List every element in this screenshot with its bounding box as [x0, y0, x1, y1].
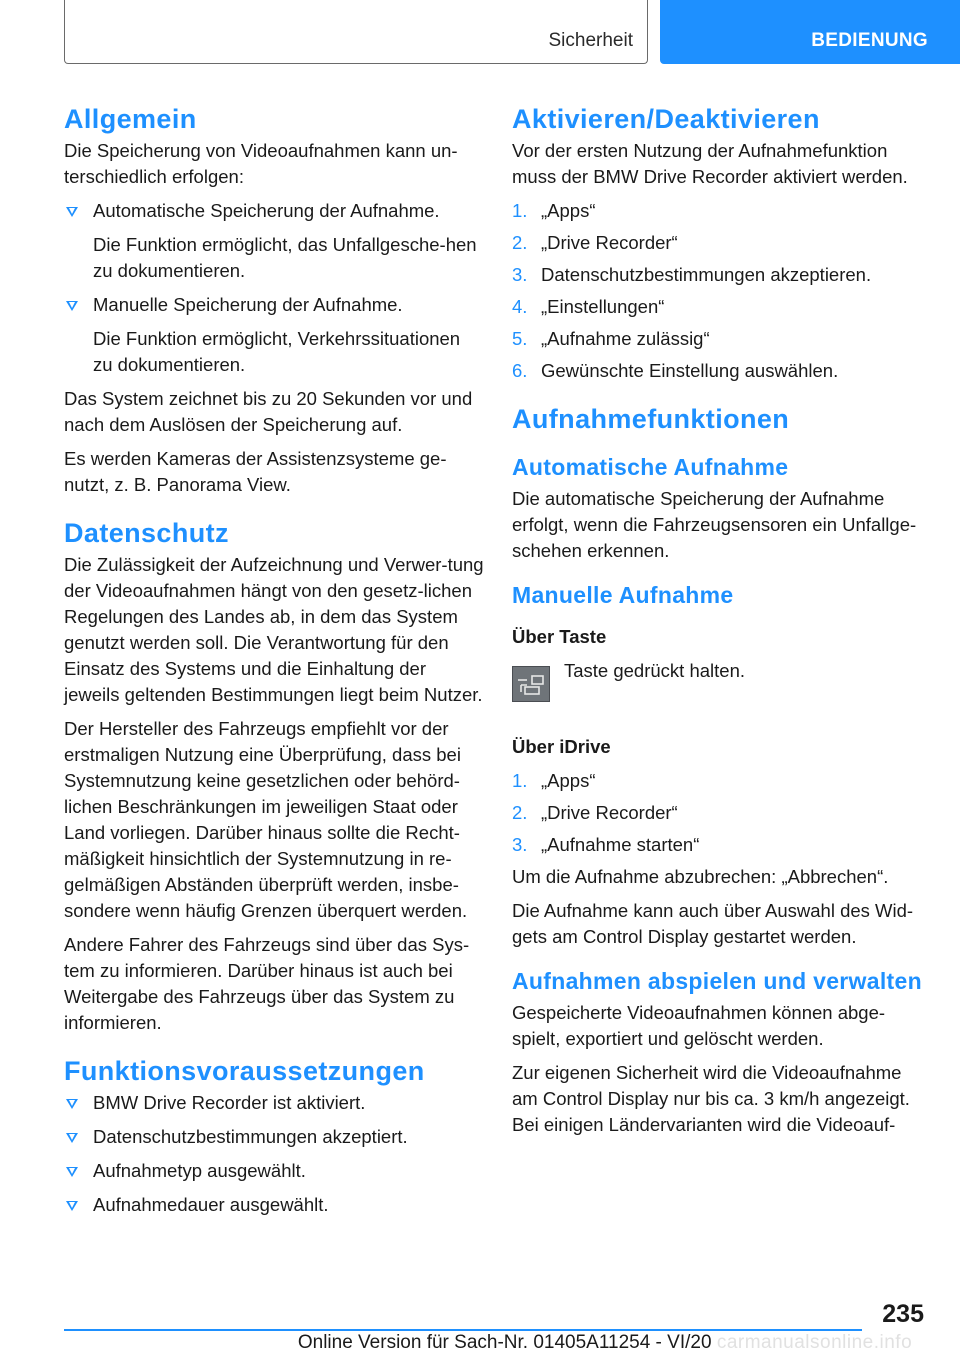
triangle-bullet-icon — [66, 207, 78, 217]
abspielen-paragraph-1: Gespeicherte Videoaufnahmen können abge-spielt, exportiert und gelöscht werden. — [512, 1002, 886, 1049]
list-item — [64, 198, 484, 284]
step-item — [512, 768, 932, 794]
allgemein-paragraph-2: Es werden Kameras der Assistenzsysteme ge-nutzt, z. B. Panorama View. — [64, 448, 447, 495]
heading-datenschutz: Datenschutz — [64, 518, 229, 548]
step-text: Gewünschte Einstellung auswählen. — [541, 360, 839, 381]
idrive-steps — [512, 768, 932, 858]
step-number: 2. — [512, 232, 528, 253]
heading-automatische-aufnahme: Automatische Aufnahme — [512, 454, 789, 480]
heading-allgemein: Allgemein — [64, 104, 197, 134]
triangle-bullet-icon — [66, 1167, 78, 1177]
step-text: „Drive Recorder“ — [541, 802, 678, 823]
header-chapter-label: BEDIENUNG — [811, 30, 928, 51]
step-number: 3. — [512, 834, 528, 855]
taste-text: Taste gedrückt halten. — [564, 660, 745, 681]
cancel-text: Um die Aufnahme abzubrechen: „Abbrechen“. — [512, 866, 889, 887]
page-number: 235 — [882, 1300, 924, 1328]
step-number: 3. — [512, 264, 528, 285]
step-text: „Einstellungen“ — [541, 296, 665, 317]
heading-aufnahmefunktionen: Aufnahmefunktionen — [512, 404, 790, 434]
header-section-label: Sicherheit — [548, 30, 633, 51]
heading-funktionsvoraussetzungen: Funktionsvoraussetzungen — [64, 1056, 425, 1086]
heading-aufnahmen-abspielen: Aufnahmen abspielen und verwalten — [512, 968, 922, 994]
step-number: 6. — [512, 360, 528, 381]
triangle-bullet-icon — [66, 1201, 78, 1211]
step-item — [512, 358, 932, 384]
header-chapter-tab — [660, 0, 960, 64]
allgemein-paragraph-1: Das System zeichnet bis zu 20 Sekunden vor und nach dem Auslösen der Speicherung auf. — [64, 388, 473, 435]
step-item — [512, 198, 932, 224]
header-section-box — [64, 0, 648, 64]
list-item-text: BMW Drive Recorder ist aktiviert. — [93, 1092, 366, 1113]
footer — [0, 1332, 960, 1354]
datenschutz-paragraph-1: Die Zulässigkeit der Aufzeichnung und Verwer-tung der Videoaufnahmen hängt von den gesetz-lichen Regelungen des Landes ab, in dem das System genutzt werden soll. Die Verantwortung für den Einsatz des Systems und die Einhaltung der jeweils geltenden Bestimmungen liegt beim Nutzer. — [64, 554, 484, 705]
list-item — [64, 1158, 484, 1184]
footer-divider — [64, 1329, 862, 1331]
list-item-subtext: Die Funktion ermöglicht, das Unfallgesche-hen zu dokumentieren. — [93, 234, 477, 281]
allgemein-list — [64, 198, 484, 378]
datenschutz-paragraph-2: Der Hersteller des Fahrzeugs empfiehlt vor der erstmaligen Nutzung eine Überprüfung, dass bei Systemnutzung keine gesetzlichen oder behörd-lichen Beschränkungen im jeweiligen Staat oder Land vorliegen. Darüber hinaus sollte die Recht-mäßigkeit hinsichtlich der Systemnutzung in re-gelmäßigen Abständen überprüft werden, insbe-sondere wenn häufig Grenzen überquert werden. — [64, 718, 468, 921]
heading-ueber-taste: Über Taste — [512, 626, 607, 647]
step-text: „Apps“ — [541, 200, 596, 221]
list-item-text: Manuelle Speicherung der Aufnahme. — [93, 294, 403, 315]
heading-ueber-idrive: Über iDrive — [512, 736, 611, 757]
step-item — [512, 800, 932, 826]
allgemein-intro: Die Speicherung von Videoaufnahmen kann un-terschiedlich erfolgen: — [64, 140, 458, 187]
step-item — [512, 832, 932, 858]
taste-row — [512, 658, 932, 724]
automatische-aufnahme-text: Die automatische Speicherung der Aufnahme erfolgt, wenn die Fahrzeugsensoren ein Unfallge-schehen erkennen. — [512, 488, 917, 561]
list-item-text: Automatische Speicherung der Aufnahme. — [93, 200, 440, 221]
aktivieren-intro: Vor der ersten Nutzung der Aufnahmefunktion muss der BMW Drive Recorder aktiviert werden. — [512, 140, 908, 187]
step-text: „Aufnahme zulässig“ — [541, 328, 710, 349]
footer-online-version: Online Version für Sach-Nr. 01405A11254 - VI/20 — [297, 1332, 712, 1353]
step-text: „Drive Recorder“ — [541, 232, 678, 253]
step-item — [512, 326, 932, 352]
triangle-bullet-icon — [66, 1133, 78, 1143]
step-number: 1. — [512, 200, 528, 221]
triangle-bullet-icon — [66, 301, 78, 311]
left-column — [64, 102, 484, 1226]
heading-manuelle-aufnahme: Manuelle Aufnahme — [512, 582, 734, 608]
step-item — [512, 262, 932, 288]
list-item — [64, 292, 484, 378]
step-text: „Aufnahme starten“ — [541, 834, 700, 855]
step-number: 2. — [512, 802, 528, 823]
record-button-icon — [512, 666, 550, 702]
list-item-text: Datenschutzbestimmungen akzeptiert. — [93, 1126, 408, 1147]
list-item — [64, 1124, 484, 1150]
list-item-text: Aufnahmetyp ausgewählt. — [93, 1160, 306, 1181]
step-text: „Apps“ — [541, 770, 596, 791]
datenschutz-paragraph-3: Andere Fahrer des Fahrzeugs sind über das Sys-tem zu informieren. Darüber hinaus ist auch bei Weitergabe des Fahrzeugs über das System zu informieren. — [64, 934, 470, 1033]
step-text: Datenschutzbestimmungen akzeptieren. — [541, 264, 872, 285]
abspielen-paragraph-2: Zur eigenen Sicherheit wird die Videoaufnahme am Control Display nur bis ca. 3 km/h angezeigt. Bei einigen Ländervarianten wird die Videoauf- — [512, 1062, 910, 1135]
step-number: 5. — [512, 328, 528, 349]
list-item — [64, 1192, 484, 1218]
footer-watermark: carmanualsonline.info — [716, 1332, 913, 1353]
list-item-text: Aufnahmedauer ausgewählt. — [93, 1194, 329, 1215]
step-item — [512, 230, 932, 256]
aktivieren-steps — [512, 198, 932, 384]
right-column — [512, 102, 932, 1146]
list-item — [64, 1090, 484, 1116]
step-number: 1. — [512, 770, 528, 791]
heading-aktivieren-deaktivieren: Aktivieren/Deaktivieren — [512, 104, 820, 134]
triangle-bullet-icon — [66, 1099, 78, 1109]
voraussetzungen-list — [64, 1090, 484, 1218]
step-item — [512, 294, 932, 320]
widget-text: Die Aufnahme kann auch über Auswahl des Wid-gets am Control Display gestartet werden. — [512, 900, 914, 947]
step-number: 4. — [512, 296, 528, 317]
list-item-subtext: Die Funktion ermöglicht, Verkehrssituationen zu dokumentieren. — [93, 328, 461, 375]
